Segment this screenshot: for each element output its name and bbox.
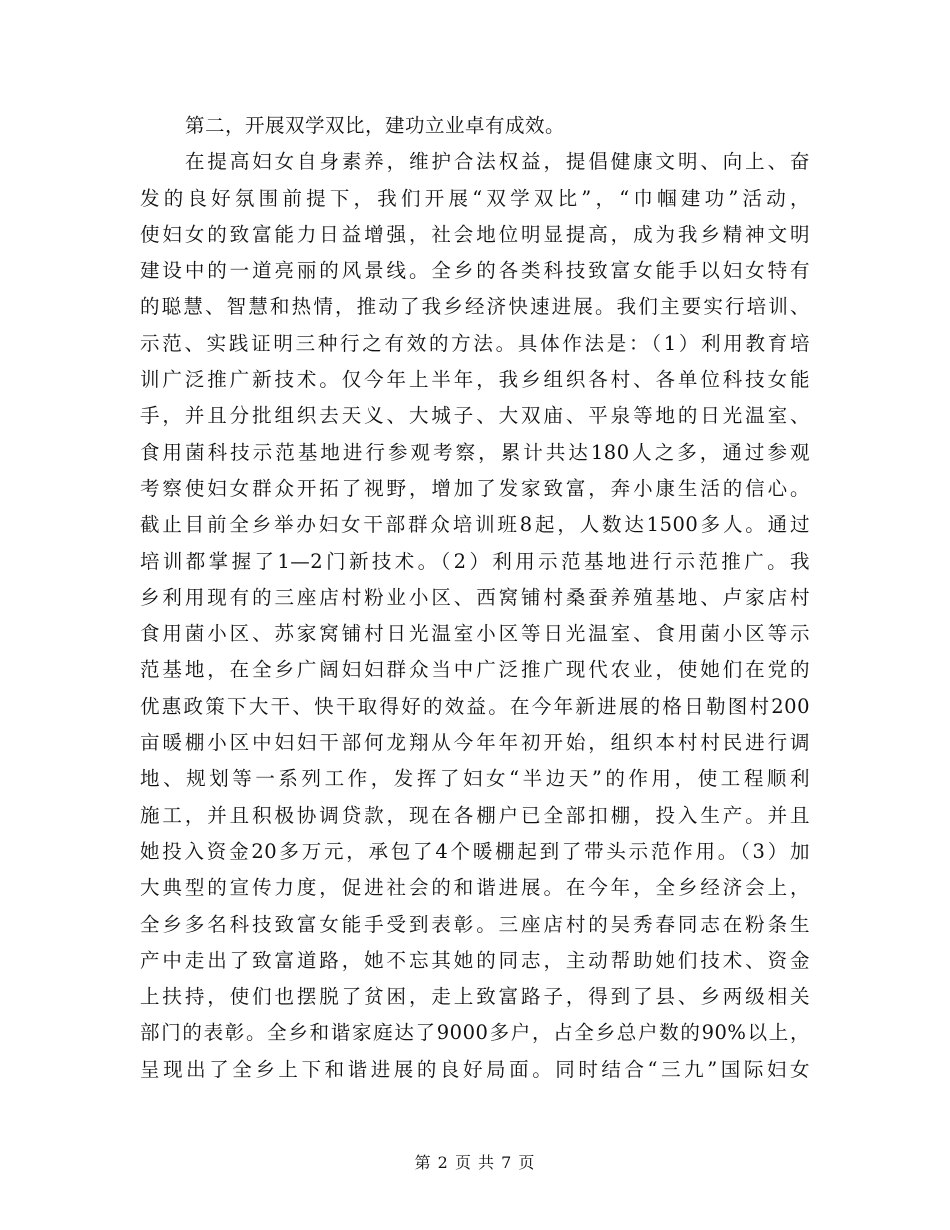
paragraph-line: 上扶持，使们也摆脱了贫困，走上致富路子，得到了县、乡两级相关 <box>140 985 810 1009</box>
paragraph-line: 在提高妇女自身素养，维护合法权益，提倡健康文明、向上、奋 <box>185 150 810 174</box>
paragraph-line: 食用菌小区、苏家窝铺村日光温室小区等日光温室、食用菌小区等示 <box>140 622 810 646</box>
paragraph-line: 亩暖棚小区中妇妇干部何龙翔从今年年初开始，组织本村村民进行调 <box>140 731 810 755</box>
body-text <box>140 108 810 1088</box>
paragraph-line: 训广泛推广新技术。仅今年上半年，我乡组织各村、各单位科技女能 <box>140 368 810 392</box>
section-heading: 第二，开展双学双比，建功立业卓有成效。 <box>185 114 566 137</box>
paragraph-line: 她投入资金20多万元，承包了4个暖棚起到了带头示范作用。（3）加 <box>140 839 810 863</box>
paragraph-line: 食用菌科技示范基地进行参观考察，累计共达180人之多，通过参观 <box>140 440 810 464</box>
paragraph-line: 乡利用现有的三座店村粉业小区、西窝铺村桑蚕养殖基地、卢家店村 <box>140 585 810 609</box>
paragraph-line: 的聪慧、智慧和热情，推动了我乡经济快速进展。我们主要实行培训、 <box>140 295 810 319</box>
paragraph-line: 范基地，在全乡广阔妇妇群众当中广泛推广现代农业，使她们在党的 <box>140 658 810 682</box>
paragraph-line: 建设中的一道亮丽的风景线。全乡的各类科技致富女能手以妇女特有 <box>140 259 810 283</box>
paragraph-line: 呈现出了全乡上下和谐进展的良好局面。同时结合“三九”国际妇女 <box>140 1057 810 1081</box>
paragraph-line: 大典型的宣传力度，促进社会的和谐进展。在今年，全乡经济会上， <box>140 876 810 900</box>
paragraph-line: 施工，并且积极协调贷款，现在各棚户已全部扣棚，投入生产。并且 <box>140 803 810 827</box>
paragraph-line: 产中走出了致富道路，她不忘其她的同志，主动帮助她们技术、资金 <box>140 948 810 972</box>
paragraph-line: 发的良好氛围前提下，我们开展“双学双比”，“巾帼建功”活动， <box>140 186 810 210</box>
paragraph-line: 部门的表彰。全乡和谐家庭达了9000多户，占全乡总户数的90%以上， <box>140 1021 810 1045</box>
paragraph-line: 培训都掌握了1—2门新技术。（2）利用示范基地进行示范推广。我 <box>140 549 810 573</box>
paragraph-line: 使妇女的致富能力日益增强，社会地位明显提高，成为我乡精神文明 <box>140 222 810 246</box>
paragraph-line: 考察使妇女群众开拓了视野，增加了发家致富，奔小康生活的信心。 <box>140 476 810 500</box>
paragraph-line: 全乡多名科技致富女能手受到表彰。三座店村的吴秀春同志在粉条生 <box>140 912 810 936</box>
paragraph-line: 截止目前全乡举办妇女干部群众培训班8起，人数达1500多人。通过 <box>140 513 810 537</box>
paragraph-line: 示范、实践证明三种行之有效的方法。具体作法是：（1）利用教育培 <box>140 331 810 355</box>
paragraph-line: 手，并且分批组织去天义、大城子、大双庙、平泉等地的日光温室、 <box>140 404 810 428</box>
paragraph-line: 地、规划等一系列工作，发挥了妇女“半边天”的作用，使工程顺利 <box>140 767 810 791</box>
paragraph-line: 优惠政策下大干、快干取得好的效益。在今年新进展的格日勒图村200 <box>140 694 810 718</box>
page-footer: 第 2 页 共 7 页 <box>414 1153 536 1172</box>
